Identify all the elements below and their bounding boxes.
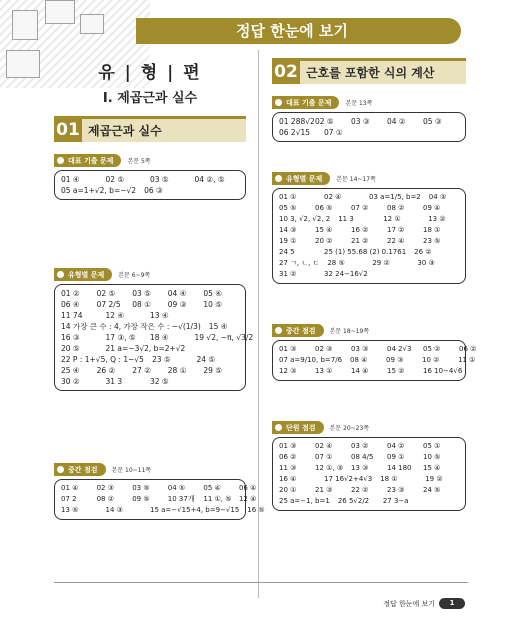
answer-row (279, 452, 459, 463)
answer-row (279, 127, 459, 138)
page-ref: 본문 5쪽 (127, 158, 151, 165)
block-tag: 대표 기출 문제 (54, 154, 121, 167)
answer-row (61, 310, 239, 321)
answer-row (61, 321, 239, 332)
answer-item: 07 ① (315, 453, 333, 461)
answer-item: 15 a=−√15+4, b=9−√15 (150, 506, 240, 514)
answer-item: 08 ② (387, 204, 405, 212)
block-tag: 유형별 문제 (54, 268, 112, 281)
answer-item: 09 ① (387, 453, 405, 461)
answer-box (272, 340, 477, 381)
answer-item: 16 ⑤ (247, 506, 265, 514)
footer-divider (54, 582, 468, 583)
page-title: 정답 한눈에 보기 (136, 18, 461, 44)
answer-item: 06 ④ (238, 484, 257, 492)
answer-item: 13 ③ (351, 464, 369, 472)
answer-item: 03 ⑤ (132, 484, 150, 492)
answer-row (279, 203, 459, 214)
answer-item: 27 ② (132, 366, 151, 375)
answer-box (54, 170, 246, 200)
answer-item: 11 ① (458, 356, 476, 364)
answer-item: 02 ⑤ (96, 289, 116, 298)
answer-row (61, 354, 239, 365)
section-name: 근호를 포함한 식의 계산 (306, 66, 435, 80)
answer-item: 21 ③ (315, 486, 333, 494)
answer-item: 15 ④ (315, 226, 333, 234)
answer-item: 13 ① (315, 367, 333, 375)
answer-item: 19 ② (425, 475, 443, 483)
answer-item: 31 ② (279, 270, 297, 278)
answer-row (61, 494, 257, 505)
answer-item: 24 ⑤ (196, 355, 216, 364)
answer-item: 15 ② (387, 367, 405, 375)
page-number: 1 (439, 598, 465, 609)
answer-item: 20 ① (279, 486, 297, 494)
answer-item: 12 ③ (279, 367, 297, 375)
answer-item: 11 74 (61, 311, 83, 320)
answer-item: 16 ④ (279, 475, 297, 483)
answer-row (61, 343, 239, 354)
answer-item: 06 ⑤ (315, 204, 333, 212)
answer-item: 08 ② (96, 495, 115, 503)
answer-item: 06 2√15 (279, 128, 311, 137)
answer-item: 02 ⑤ (315, 117, 334, 126)
answer-item: 23 ⑤ (151, 355, 171, 364)
answer-item: 01 ③ (279, 345, 297, 353)
answer-item: 03 ⑤ (150, 175, 169, 184)
block-header (54, 268, 246, 281)
answer-row (279, 258, 459, 269)
answer-item: 16 ② (351, 226, 369, 234)
answer-item: 08 4/5 (351, 453, 374, 461)
answer-item: 18 ④ (150, 333, 169, 342)
answer-item: 05 ④ (203, 289, 223, 298)
answer-item: 04 ⑤ (167, 484, 186, 492)
answer-item: 10 ② (422, 356, 440, 364)
answer-item: 05 ① (423, 442, 441, 450)
answer-row (279, 247, 459, 258)
answer-item: 10 3, √2, √2, 2 (279, 215, 331, 223)
answer-row (279, 225, 459, 236)
answer-item: 15 ④ (423, 464, 441, 472)
answer-item: 05 a=1+√2, b=−√2 (61, 186, 137, 195)
answer-item: 02 ③ (315, 345, 333, 353)
answer-item: 09 ③ (167, 300, 187, 309)
answer-item: 28 ① (167, 366, 187, 375)
answer-item: 20 ⑤ (61, 344, 80, 353)
answer-row (61, 174, 239, 185)
answer-item: 04 ② (387, 442, 405, 450)
answer-row (61, 505, 265, 516)
answer-item: 17 ③, ⑤ (105, 333, 136, 342)
answer-item: 27 3−a (382, 497, 409, 505)
answer-item: 10 ⑤ (203, 300, 223, 309)
answer-item: 06 ③ (144, 186, 163, 195)
answer-row (279, 269, 459, 280)
answer-item: 02 ⑤ (105, 175, 125, 184)
block-header (272, 421, 466, 434)
answer-item: 04 2√3 (387, 345, 412, 353)
answer-item: 25 a=−1, b=1 (279, 497, 330, 505)
answer-item: 14 ③ (105, 506, 123, 514)
answer-item: 27 ㄱ, ㄴ, ㄷ (279, 259, 320, 267)
answer-item: 30 ③ (417, 259, 435, 267)
answer-item: 22 ④ (387, 237, 405, 245)
answer-row (61, 483, 257, 494)
answer-item: 07 ① (324, 128, 343, 137)
answer-item: 01 ④ (61, 175, 80, 184)
answer-item: 12 ①, ③ (315, 464, 344, 472)
footer (383, 598, 465, 609)
block-tag: 대표 기출 문제 (272, 96, 339, 109)
page-ref: 본문 18~19쪽 (329, 328, 370, 335)
answer-item: 26 5√2/2 (337, 497, 370, 505)
answer-row (279, 496, 459, 507)
answer-item: 05 ⑤ (279, 204, 297, 212)
section-number: 02 (272, 61, 300, 84)
answer-item: 02 ④ (324, 193, 342, 201)
answer-box (54, 284, 254, 391)
page-ref: 본문 13쪽 (345, 100, 373, 107)
answer-item: 04 ② (387, 117, 406, 126)
answer-row (279, 485, 459, 496)
answer-item: 18 ① (380, 475, 398, 483)
answer-item: 12 ④ (238, 495, 257, 503)
answer-row (279, 344, 477, 355)
answer-item: 10 ⑤ (423, 453, 441, 461)
answer-item: 01 ④ (61, 484, 79, 492)
answer-row (279, 116, 459, 127)
answer-item: 03 a=1/5, b=2 (369, 193, 421, 201)
answer-item: 06 ④ (61, 300, 80, 309)
answer-item: 26 ② (96, 366, 116, 375)
block-header (54, 463, 246, 476)
answer-item: 10 37개 (167, 495, 195, 503)
answer-box (272, 437, 466, 511)
block-tag: 단원 점검 (272, 421, 324, 434)
answer-item: 16 10−4√6 (423, 367, 463, 375)
answer-item: 20 ② (315, 237, 333, 245)
answer-item: 05 ② (423, 345, 441, 353)
answer-item: 06 ② (459, 345, 477, 353)
answer-item: 12 ① (383, 215, 401, 223)
answer-item: 11 3 (338, 215, 354, 223)
answer-item: 04 ③ (428, 193, 447, 201)
answer-item: 14 가장 큰 수 : 4, 가장 작은 수 : −√(1/3) (61, 322, 201, 331)
answer-item: 07 a=9/10, b=7/6 (279, 356, 343, 364)
answer-item: 30 ② (61, 377, 80, 386)
answer-item: 23 ③ (387, 486, 405, 494)
answer-item: 13 ④ (150, 311, 169, 320)
answer-item: 09 ③ (386, 356, 404, 364)
answer-item: 03 ② (351, 442, 369, 450)
answer-item: 07 ② (351, 204, 369, 212)
answer-item: 17 ② (387, 226, 405, 234)
answer-item: 01 ② (61, 289, 80, 298)
block-header (272, 172, 466, 185)
left-column (54, 50, 265, 520)
answer-box (54, 479, 265, 520)
answer-item: 09 ④ (423, 204, 441, 212)
answer-item: 01 288√2 (279, 117, 315, 126)
answer-item: 25 ④ (61, 366, 80, 375)
answer-item: 15 ④ (208, 322, 228, 331)
section-header-02 (272, 58, 466, 84)
right-column (272, 50, 477, 511)
answer-item: 13 ⑤ (61, 506, 79, 514)
answer-item: 22 ② (351, 486, 369, 494)
answer-item: 01 ③ (279, 442, 297, 450)
footer-text: 정답 한눈에 보기 (383, 599, 435, 608)
block-tag: 중간 점검 (54, 463, 106, 476)
answer-box (272, 112, 466, 142)
section-header-01 (54, 116, 246, 142)
answer-row (61, 332, 254, 343)
answer-item: 05 ③ (423, 117, 442, 126)
answer-item: 24 ⑤ (423, 486, 441, 494)
answer-item: 06 ② (279, 453, 297, 461)
answer-item: 14 180 (387, 464, 412, 472)
page-ref: 본문 6~9쪽 (118, 272, 151, 279)
answer-item: 23 ⑤ (423, 237, 441, 245)
answer-item: 17 16√2+4√3 (324, 475, 373, 483)
answer-item: 12 ④ (105, 311, 125, 320)
block-header (272, 96, 466, 109)
answer-item: 01 ① (279, 193, 297, 201)
answer-item: 24 5 (279, 248, 295, 256)
answer-item: 19 ① (279, 237, 297, 245)
answer-item: 18 ① (423, 226, 441, 234)
answer-item: 28 ⑤ (327, 259, 345, 267)
answer-row (279, 192, 459, 203)
answer-item: 14 ③ (279, 226, 297, 234)
answer-item: 03 ③ (351, 345, 369, 353)
answer-item: 29 ② (372, 259, 390, 267)
answer-row (279, 441, 459, 452)
answer-item: 31 3 (105, 377, 123, 386)
chapter-heading: I. 제곱근과 실수 (102, 91, 198, 106)
answer-row (279, 236, 459, 247)
answer-item: 05 ④ (203, 484, 221, 492)
answer-row (61, 299, 239, 310)
answer-item: 25 (1) 55.68 (2) 0.1761 (324, 248, 407, 256)
answer-item: 22 P : 1+√5, Q : 1−√5 (61, 355, 144, 364)
answer-row (279, 355, 476, 366)
answer-row (61, 376, 239, 387)
answer-item: 07 2/5 (96, 300, 121, 309)
section-number: 01 (54, 119, 82, 142)
answer-item: 03 ⑤ (132, 289, 151, 298)
answer-item: 32 24−16√2 (324, 270, 368, 278)
answer-row (279, 463, 459, 474)
answer-item: 14 ④ (351, 367, 369, 375)
answer-item: 11 ①, ⑤ (203, 495, 232, 503)
page-ref: 본문 14~17쪽 (336, 176, 376, 183)
answer-item: 26 ② (414, 248, 432, 256)
block-tag: 유형별 문제 (272, 172, 330, 185)
section-name: 제곱근과 실수 (88, 124, 162, 138)
page-ref: 본문 20~23쪽 (329, 425, 370, 432)
answer-row (279, 474, 459, 485)
block-header (272, 324, 466, 337)
answer-item: 16 ③ (61, 333, 80, 342)
answer-item: 02 ④ (315, 442, 333, 450)
answer-item: 08 ④ (350, 356, 368, 364)
answer-row (279, 214, 459, 225)
answer-item: 07 2 (61, 495, 77, 503)
answer-item: 02 ③ (96, 484, 115, 492)
answer-item: 11 ③ (279, 464, 297, 472)
answer-item: 32 ⑤ (150, 377, 169, 386)
answer-item: 19 √2, −π, √3/2 (194, 333, 254, 342)
page-ref: 본문 10~11쪽 (111, 467, 152, 474)
answer-item: 09 ⑤ (132, 495, 150, 503)
answer-item: 13 ② (428, 215, 446, 223)
answer-item: 29 ⑤ (203, 366, 223, 375)
answer-box (272, 188, 466, 284)
answer-item: 04 ②, ⑤ (194, 175, 225, 184)
answer-item: 08 ① (132, 300, 151, 309)
answer-row (61, 288, 239, 299)
block-header (54, 154, 246, 167)
answer-row (279, 366, 463, 377)
answer-item: 04 ④ (167, 289, 187, 298)
block-tag: 중간 점검 (272, 324, 324, 337)
answer-item: 21 a=−3√2, b=2+√2 (105, 344, 186, 353)
answer-item: 03 ③ (351, 117, 370, 126)
answer-row (61, 185, 239, 196)
answer-item: 21 ② (351, 237, 369, 245)
answer-row (61, 365, 239, 376)
part-heading: 유 | 형 | 편 (98, 63, 202, 83)
